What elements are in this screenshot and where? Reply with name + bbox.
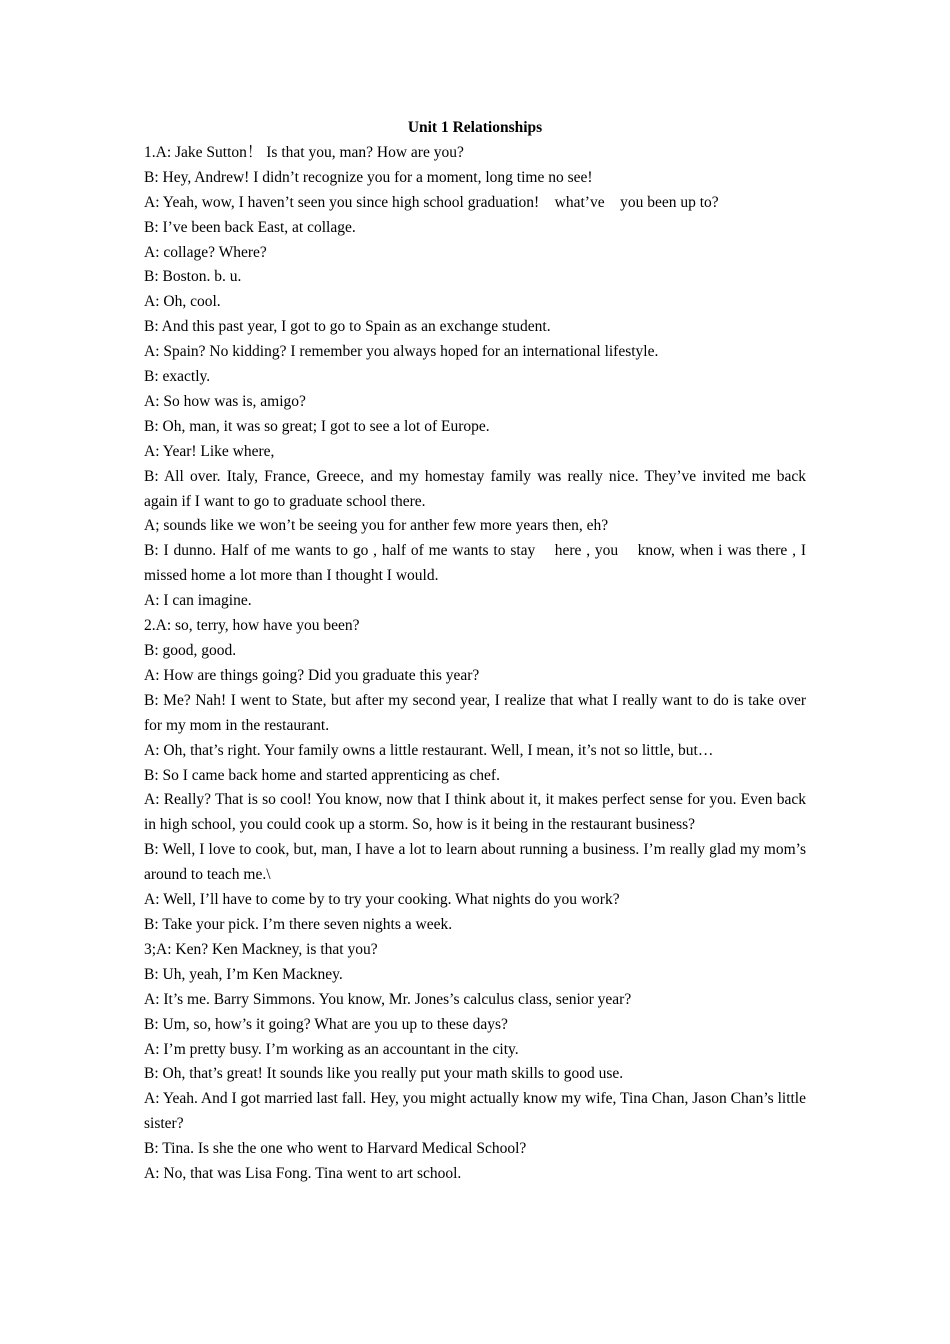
dialogue-line: B: Take your pick. I’m there seven nights a week. bbox=[144, 915, 453, 933]
dialogue-line: 1.A: Jake Sutton！ Is that you, man? How are you? bbox=[144, 143, 464, 161]
dialogue-line: B: exactly. bbox=[144, 368, 211, 386]
dialogue-line: 3;A: Ken? Ken Mackney, is that you? bbox=[144, 940, 378, 958]
dialogue-line: A: I’m pretty busy. I’m working as an accountant in the city. bbox=[144, 1040, 519, 1058]
dialogue-line: A: Really? That is so cool! You know, now that I think about it, it makes perfect sense for you. Even back in high school, you could cook up a storm. So, how is it being in the restaurant business? bbox=[144, 791, 810, 834]
dialogue-line: A; sounds like we won’t be seeing you for anther few more years then, eh? bbox=[144, 517, 609, 535]
dialogue-line: B: I dunno. Half of me wants to go , half of me wants to stay here , you know, when i was there , I missed home a lot more than I thought I would. bbox=[144, 542, 810, 585]
dialogue-line: B: Boston. b. u. bbox=[144, 268, 242, 286]
dialogue-line: B: Tina. Is she the one who went to Harvard Medical School? bbox=[144, 1140, 527, 1158]
document-body bbox=[144, 116, 810, 1187]
dialogue-line: A: Well, I’ll have to come by to try your cooking. What nights do you work? bbox=[144, 891, 620, 909]
dialogue-line: 2.A: so, terry, how have you been? bbox=[144, 617, 360, 635]
dialogue-line: B: Oh, man, it was so great; I got to see a lot of Europe. bbox=[144, 417, 490, 435]
dialogue-line: B: Uh, yeah, I’m Ken Mackney. bbox=[144, 965, 343, 983]
dialogue-line: B: And this past year, I got to go to Spain as an exchange student. bbox=[144, 318, 551, 336]
dialogue-line: A: Spain? No kidding? I remember you always hoped for an international lifestyle. bbox=[144, 343, 659, 361]
dialogue-line: A: Year! Like where, bbox=[144, 442, 275, 460]
dialogue-line: A: collage? Where? bbox=[144, 243, 267, 261]
document-title: Unit 1 Relationships bbox=[407, 119, 543, 136]
dialogue-line: B: Well, I love to cook, but, man, I have a lot to learn about running a business. I’m really glad my mom’s around to teach me.\ bbox=[144, 841, 810, 884]
dialogue-line: B: All over. Italy, France, Greece, and my homestay family was really nice. They’ve invited me back again if I want to go to graduate school there. bbox=[144, 467, 810, 510]
dialogue-line: B: Hey, Andrew! I didn’t recognize you for a moment, long time no see! bbox=[144, 168, 593, 186]
dialogue-line: B: Oh, that’s great! It sounds like you really put your math skills to good use. bbox=[144, 1065, 624, 1083]
dialogue-line: A: How are things going? Did you graduate this year? bbox=[144, 666, 480, 684]
dialogue-line: A: Yeah. And I got married last fall. Hey, you might actually know my wife, Tina Chan, Jason Chan’s little sister? bbox=[144, 1090, 810, 1133]
dialogue-line: A: No, that was Lisa Fong. Tina went to art school. bbox=[144, 1165, 462, 1183]
dialogue-line: B: Um, so, how’s it going? What are you up to these days? bbox=[144, 1015, 508, 1033]
dialogue-line: B: I’ve been back East, at collage. bbox=[144, 218, 356, 236]
dialogue-line: A: It’s me. Barry Simmons. You know, Mr. Jones’s calculus class, senior year? bbox=[144, 990, 632, 1008]
dialogue-line: B: Me? Nah! I went to State, but after my second year, I realize that what I really want to do is take over for my mom in the restaurant. bbox=[144, 691, 810, 734]
dialogue-line: B: good, good. bbox=[144, 642, 237, 660]
dialogue-line: B: So I came back home and started apprenticing as chef. bbox=[144, 766, 500, 784]
dialogue-line: A: Yeah, wow, I haven’t seen you since high school graduation! what’ve you been up to? bbox=[144, 193, 719, 211]
dialogue-line: A: Oh, that’s right. Your family owns a little restaurant. Well, I mean, it’s not so little, but… bbox=[144, 741, 714, 759]
dialogue-line: A: I can imagine. bbox=[144, 592, 252, 610]
dialogue-line: A: So how was is, amigo? bbox=[144, 392, 306, 410]
dialogue-line: A: Oh, cool. bbox=[144, 293, 221, 311]
